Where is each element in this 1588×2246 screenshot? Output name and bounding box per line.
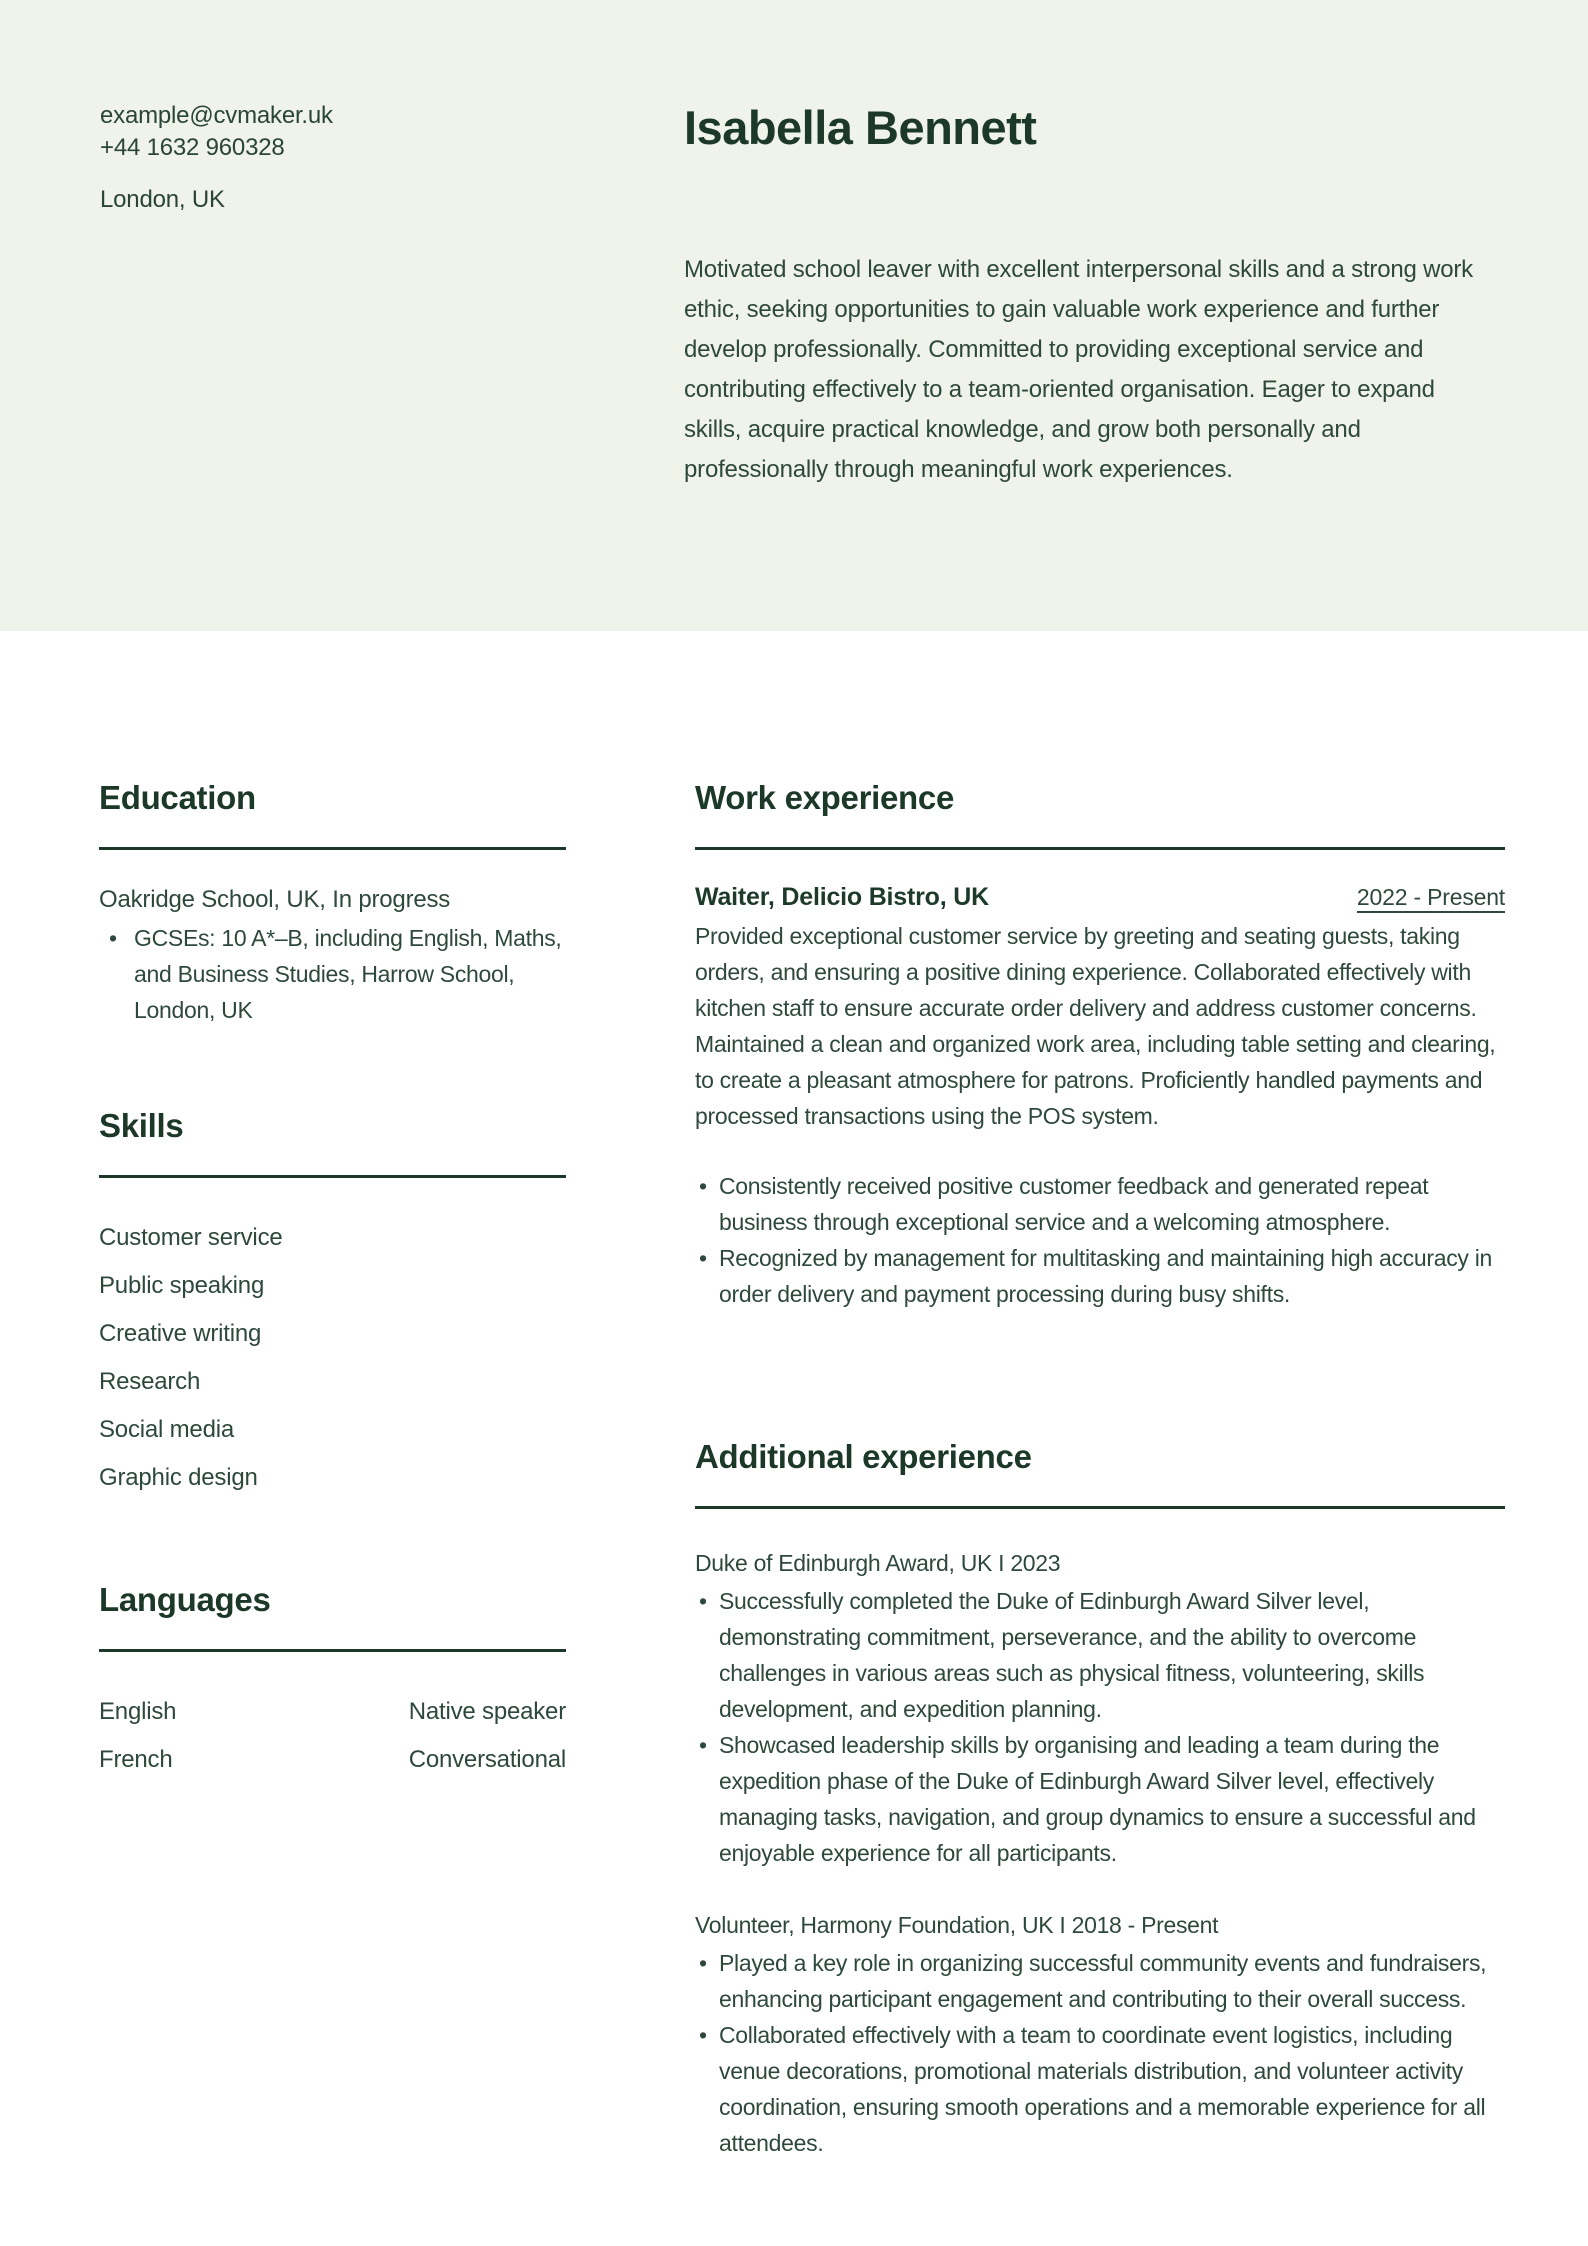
job-description: Provided exceptional customer service by greeting and seating guests, taking orders, and ensuring a positive dining experience. Collaborated effectively with kitchen staff to ensure accurate order delivery and address customer concerns. Maintained a clean and organized work area, including table setting and clearing, to create a pleasant atmosphere for patrons. Proficiently handled payments and processed transactions using the POS system. [695, 923, 1496, 1129]
language-level: Native speaker [408, 1698, 566, 1725]
languages-divider [99, 1649, 566, 1652]
skill-item: Customer service [99, 1224, 283, 1251]
left-column [99, 778, 566, 1784]
job-achievement: • Recognized by management for multitasking and maintaining high accuracy in order delivery and payment processing during busy shifts. [695, 1240, 1505, 1312]
skills-section [99, 1106, 566, 1502]
additional-experience-divider [695, 1506, 1505, 1509]
header-section [0, 0, 1588, 631]
language-row [99, 1736, 566, 1784]
language-name: English [99, 1698, 177, 1725]
work-experience-divider [695, 847, 1505, 850]
additional-entry-bullet-list [695, 1583, 1505, 1871]
language-level: Conversational [408, 1746, 566, 1773]
job-header [695, 880, 1505, 914]
skill-item: Research [99, 1368, 201, 1395]
additional-entry-bullet: • Successfully completed the Duke of Edinburgh Award Silver level, demonstrating commitment, perseverance, and the ability to overcome challenges in various areas such as physical fitness, volunteering, skills development, and expedition planning. [695, 1583, 1505, 1727]
education-section [99, 778, 566, 1028]
additional-entry-bullet: • Collaborated effectively with a team to coordinate event logistics, including venue decorations, promotional materials distribution, and volunteer activity coordination, ensuring smooth operations and a memorable experience for all attendees. [695, 2017, 1505, 2161]
skills-heading: Skills [99, 1107, 184, 1144]
skill-item: Creative writing [99, 1320, 262, 1347]
contact-block [100, 100, 333, 216]
work-experience-heading: Work experience [695, 779, 955, 816]
skill-list [99, 1214, 566, 1502]
education-heading: Education [99, 779, 256, 816]
education-bullet-list [99, 920, 566, 1028]
job-achievement: • Consistently received positive customer feedback and generated repeat business through exceptional service and a welcoming atmosphere. [695, 1168, 1505, 1240]
language-row [99, 1688, 566, 1736]
skills-divider [99, 1175, 566, 1178]
skill-item: Graphic design [99, 1464, 258, 1491]
job-dates: 2022 - Present [1356, 884, 1505, 910]
languages-heading: Languages [99, 1581, 271, 1618]
language-name: French [99, 1746, 173, 1773]
candidate-name: Isabella Bennett [684, 101, 1037, 154]
contact-phone: +44 1632 960328 [100, 134, 285, 161]
additional-experience-section [695, 1437, 1505, 2161]
right-column [695, 778, 1505, 2161]
additional-entry-bullet-list [695, 1945, 1505, 2161]
job-achievement-list [695, 1168, 1505, 1312]
languages-section [99, 1580, 566, 1784]
education-divider [99, 847, 566, 850]
language-list [99, 1688, 566, 1784]
skill-item: Public speaking [99, 1272, 265, 1299]
additional-entry-bullet: • Played a key role in organizing successful community events and fundraisers, enhancing participant engagement and contributing to their overall success. [695, 1945, 1505, 2017]
additional-entry-bullet: • Showcased leadership skills by organising and leading a team during the expedition phase of the Duke of Edinburgh Award Silver level, effectively managing tasks, navigation, and group dynamics to ensure a successful and enjoyable experience for all participants. [695, 1727, 1505, 1871]
work-experience-section [695, 778, 1505, 1312]
additional-entry-heading: Volunteer, Harmony Foundation, UK I 2018 - Present [695, 1912, 1219, 1938]
skill-item: Social media [99, 1416, 235, 1443]
profile-summary: Motivated school leaver with excellent interpersonal skills and a strong work ethic, seeking opportunities to gain valuable work experience and further develop professionally. Committed to providing exceptional service and contributing effectively to a team-oriented organisation. Eager to expand skills, acquire practical knowledge, and grow both personally and professionally through meaningful work experiences. [684, 256, 1473, 483]
additional-entry-heading: Duke of Edinburgh Award, UK I 2023 [695, 1550, 1061, 1576]
contact-location: London, UK [100, 186, 225, 213]
education-entry: Oakridge School, UK, In progress [99, 886, 451, 913]
job-title: Waiter, Delicio Bistro, UK [695, 883, 989, 911]
contact-email: example@cvmaker.uk [100, 102, 333, 129]
education-bullet: • GCSEs: 10 A*–B, including English, Maths, and Business Studies, Harrow School, London, UK [99, 920, 566, 1028]
additional-experience-heading: Additional experience [695, 1438, 1032, 1475]
